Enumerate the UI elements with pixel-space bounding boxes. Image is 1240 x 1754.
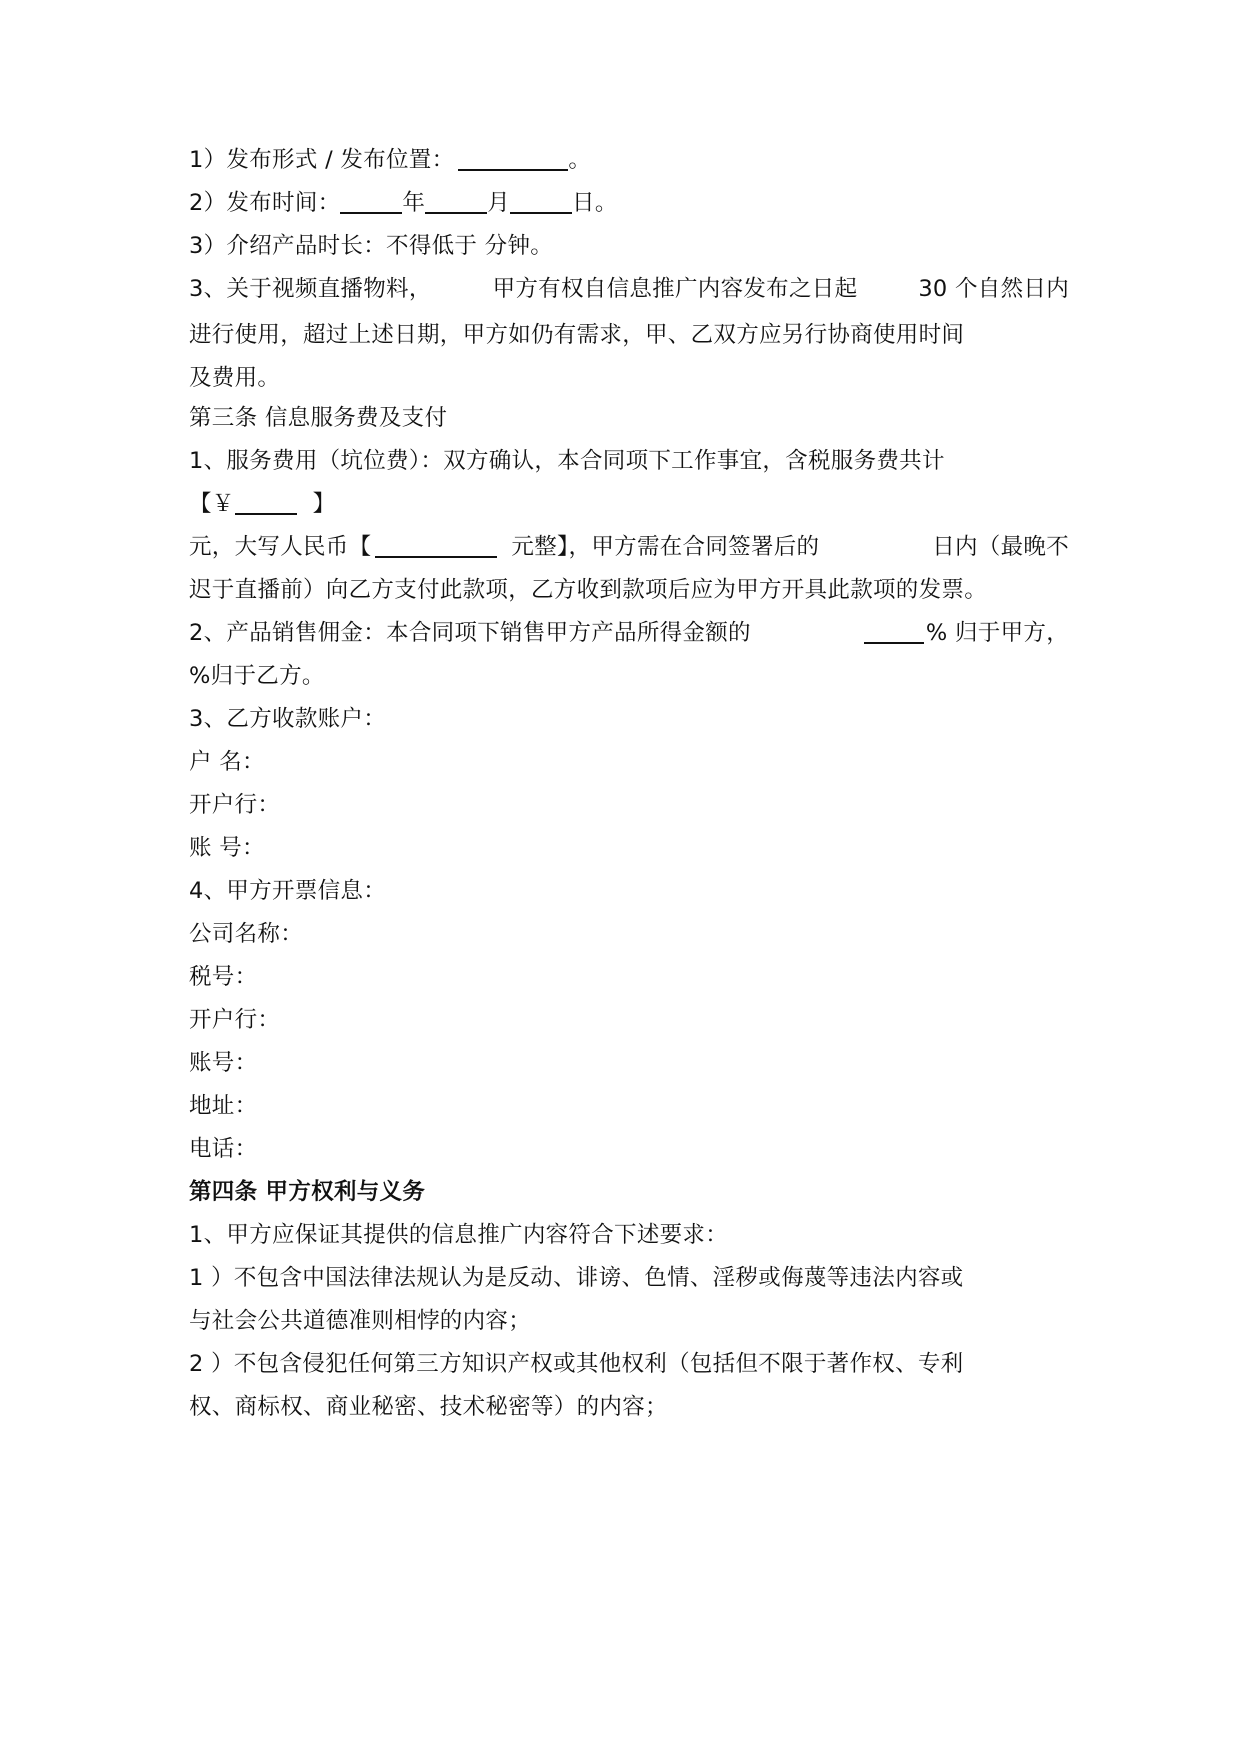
line-commission-b: %归于乙方。 — [189, 663, 325, 689]
text: 元整】，甲方需在合同签署后的 — [511, 534, 820, 560]
field-bank: 开户行： — [189, 792, 281, 818]
text: 1）发布形式 / 发布位置： — [189, 147, 455, 173]
section-heading-4: 第四条 甲方权利与义务 — [189, 1179, 426, 1205]
line-requirement-2b: 权、商标权、商业秘密、技术秘密等）的内容； — [189, 1394, 668, 1420]
field-company-name: 公司名称： — [189, 921, 304, 947]
text: 甲方有权自信息推广内容发布之日起 — [492, 276, 858, 302]
line-payment: 迟于直播前）向乙方支付此款项，乙方收到款项后应为甲方开具此款项的发票。 — [189, 577, 988, 603]
text: 3、关于视频直播物料， — [189, 276, 432, 302]
text: 】 — [312, 491, 336, 517]
line-video-materials — [189, 274, 1069, 304]
text: 元，大写人民币【 — [189, 534, 372, 560]
blank-year — [340, 190, 402, 214]
line-service-fee: 1、服务费用（坑位费）：双方确认，本合同项下工作事宜，含税服务费共计 — [189, 448, 945, 474]
text: 30 个自然日内 — [918, 276, 1069, 302]
section-heading-3: 第三条 信息服务费及支付 — [189, 405, 448, 431]
line-product-duration: 3）介绍产品时长：不得低于 分钟。 — [189, 233, 554, 259]
field-tax-number: 税号： — [189, 964, 258, 990]
field-account-number: 账 号： — [189, 835, 265, 861]
line-publish-time — [189, 188, 1069, 218]
text: 日。 — [572, 190, 618, 216]
line-requirement-1: 1 ）不包含中国法律法规认为是反动、诽谤、色情、淫秽或侮蔑等违法内容或 — [189, 1265, 964, 1291]
line-requirement-2: 2 ）不包含侵犯任何第三方知识产权或其他权利（包括但不限于著作权、专利 — [189, 1351, 964, 1377]
field-invoice-bank: 开户行： — [189, 1007, 281, 1033]
field-invoice-account: 账号： — [189, 1050, 258, 1076]
text: 2）发布时间： — [189, 190, 341, 216]
text: 【￥ — [189, 491, 235, 517]
blank-field — [458, 147, 568, 171]
line-publish-form — [189, 145, 1069, 175]
line-commission — [189, 618, 1069, 648]
line-invoice-heading: 4、甲方开票信息： — [189, 878, 387, 904]
blank-amount-words — [375, 534, 497, 558]
blank-amount — [235, 491, 297, 515]
text: 。 — [568, 147, 592, 173]
field-phone: 电话： — [189, 1136, 258, 1162]
blank-percent — [864, 620, 924, 644]
line-fees: 及费用。 — [189, 365, 281, 391]
text: 月 — [487, 190, 511, 216]
field-account-name: 户 名： — [189, 749, 265, 775]
line-content-requirements: 1、甲方应保证其提供的信息推广内容符合下述要求： — [189, 1222, 729, 1248]
field-address: 地址： — [189, 1093, 258, 1119]
line-usage-period: 进行使用，超过上述日期，甲方如仍有需求，甲、乙双方应另行协商使用时间 — [189, 322, 965, 348]
line-amount — [189, 489, 1069, 519]
line-account-heading: 3、乙方收款账户： — [189, 706, 387, 732]
text: 年 — [402, 190, 426, 216]
blank-month — [425, 190, 487, 214]
line-amount-words — [189, 532, 1069, 562]
text: % 归于甲方， — [925, 620, 1069, 646]
line-requirement-1b: 与社会公共道德准则相悖的内容； — [189, 1308, 532, 1334]
text: 2、产品销售佣金：本合同项下销售甲方产品所得金额的 — [189, 620, 751, 646]
text: 日内（最晚不 — [932, 534, 1069, 560]
blank-day — [510, 190, 572, 214]
